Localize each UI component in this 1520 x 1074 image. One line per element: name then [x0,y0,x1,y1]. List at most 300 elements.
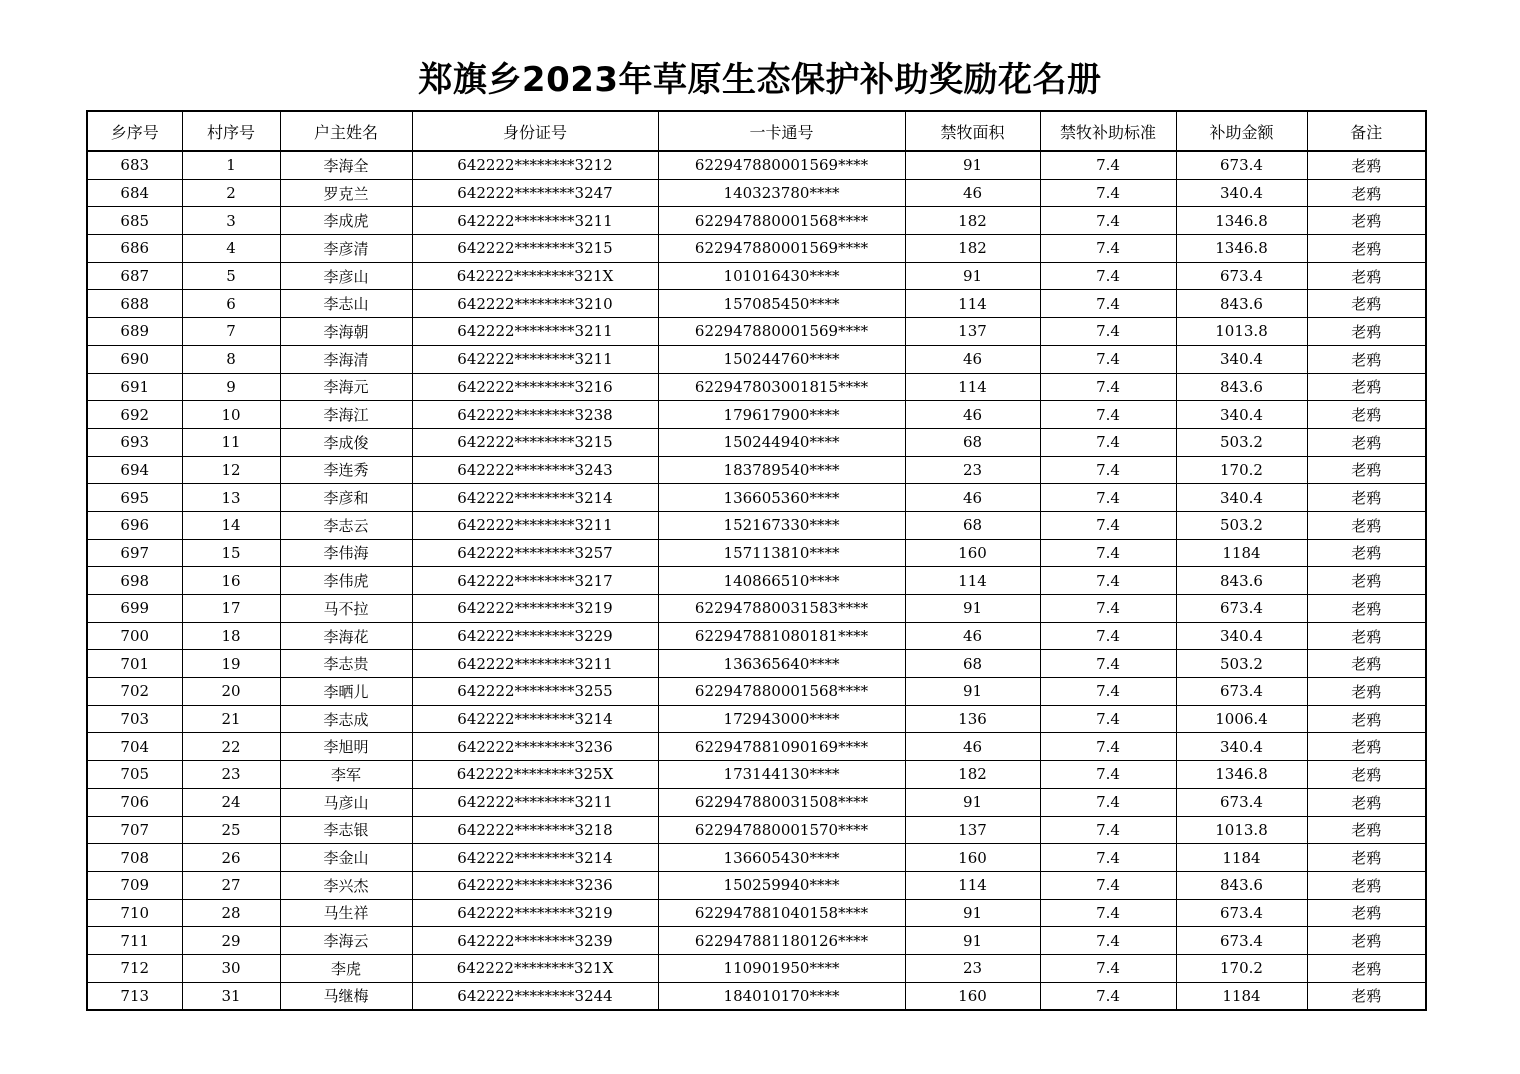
cell-village-no: 2 [182,179,280,207]
cell-householder-name: 李海元 [280,373,412,401]
cell-subsidy-rate: 7.4 [1040,844,1176,872]
table-row [87,761,1426,789]
cell-subsidy-amount: 843.6 [1176,290,1307,318]
cell-householder-name: 李海朝 [280,318,412,346]
cell-grazing-ban-area: 160 [905,982,1040,1010]
cell-id-number: 642222********321X [412,262,658,290]
cell-id-number: 642222********3214 [412,705,658,733]
cell-card-number: 140323780**** [658,179,905,207]
cell-householder-name: 李彦清 [280,235,412,263]
cell-village-no: 12 [182,456,280,484]
cell-grazing-ban-area: 137 [905,318,1040,346]
cell-grazing-ban-area: 23 [905,456,1040,484]
cell-id-number: 642222********321X [412,954,658,982]
cell-card-number: 184010170**** [658,982,905,1010]
cell-id-number: 642222********3216 [412,373,658,401]
table-row [87,567,1426,595]
cell-township-no: 713 [87,982,182,1010]
cell-card-number: 622947880001570**** [658,816,905,844]
cell-village-no: 3 [182,207,280,235]
header-village-no: 村序号 [182,111,280,151]
cell-township-no: 684 [87,179,182,207]
cell-subsidy-rate: 7.4 [1040,428,1176,456]
cell-subsidy-rate: 7.4 [1040,954,1176,982]
table-body [87,151,1426,1010]
cell-township-no: 708 [87,844,182,872]
cell-remarks: 老鸦 [1307,899,1426,927]
cell-id-number: 642222********3212 [412,151,658,179]
cell-subsidy-rate: 7.4 [1040,207,1176,235]
cell-subsidy-rate: 7.4 [1040,235,1176,263]
cell-householder-name: 李连秀 [280,456,412,484]
cell-village-no: 16 [182,567,280,595]
table-row [87,595,1426,623]
cell-remarks: 老鸦 [1307,207,1426,235]
cell-township-no: 707 [87,816,182,844]
cell-subsidy-rate: 7.4 [1040,622,1176,650]
cell-subsidy-rate: 7.4 [1040,539,1176,567]
cell-grazing-ban-area: 91 [905,927,1040,955]
cell-id-number: 642222********3210 [412,290,658,318]
cell-id-number: 642222********3211 [412,650,658,678]
header-card-number: 一卡通号 [658,111,905,151]
table-row [87,151,1426,179]
cell-householder-name: 李志成 [280,705,412,733]
cell-remarks: 老鸦 [1307,705,1426,733]
cell-card-number: 101016430**** [658,262,905,290]
cell-village-no: 25 [182,816,280,844]
subsidy-roster-table [86,110,1427,1011]
cell-remarks: 老鸦 [1307,650,1426,678]
cell-grazing-ban-area: 91 [905,595,1040,623]
cell-card-number: 150244760**** [658,345,905,373]
cell-subsidy-amount: 1346.8 [1176,235,1307,263]
cell-remarks: 老鸦 [1307,179,1426,207]
table-row [87,539,1426,567]
table-row [87,678,1426,706]
table-row [87,705,1426,733]
cell-village-no: 7 [182,318,280,346]
cell-grazing-ban-area: 114 [905,871,1040,899]
cell-householder-name: 李海清 [280,345,412,373]
cell-id-number: 642222********3236 [412,733,658,761]
cell-remarks: 老鸦 [1307,456,1426,484]
cell-subsidy-amount: 340.4 [1176,179,1307,207]
table-row [87,484,1426,512]
cell-subsidy-amount: 673.4 [1176,151,1307,179]
cell-township-no: 692 [87,401,182,429]
cell-householder-name: 李成虎 [280,207,412,235]
cell-subsidy-rate: 7.4 [1040,262,1176,290]
table-row [87,899,1426,927]
cell-township-no: 699 [87,595,182,623]
cell-village-no: 22 [182,733,280,761]
cell-id-number: 642222********3244 [412,982,658,1010]
cell-subsidy-amount: 673.4 [1176,678,1307,706]
cell-card-number: 622947803001815**** [658,373,905,401]
cell-householder-name: 李伟海 [280,539,412,567]
cell-subsidy-rate: 7.4 [1040,982,1176,1010]
cell-id-number: 642222********3239 [412,927,658,955]
cell-grazing-ban-area: 91 [905,262,1040,290]
cell-subsidy-amount: 1346.8 [1176,761,1307,789]
cell-subsidy-amount: 503.2 [1176,428,1307,456]
table-row [87,318,1426,346]
cell-township-no: 688 [87,290,182,318]
cell-subsidy-rate: 7.4 [1040,816,1176,844]
cell-card-number: 622947881080181**** [658,622,905,650]
cell-subsidy-amount: 673.4 [1176,262,1307,290]
table-row [87,179,1426,207]
cell-subsidy-amount: 340.4 [1176,733,1307,761]
cell-subsidy-rate: 7.4 [1040,345,1176,373]
cell-card-number: 136605430**** [658,844,905,872]
cell-remarks: 老鸦 [1307,539,1426,567]
cell-subsidy-amount: 1006.4 [1176,705,1307,733]
table-row [87,816,1426,844]
cell-remarks: 老鸦 [1307,484,1426,512]
cell-township-no: 700 [87,622,182,650]
table-row [87,650,1426,678]
table-row [87,622,1426,650]
cell-householder-name: 李海全 [280,151,412,179]
cell-subsidy-amount: 170.2 [1176,456,1307,484]
cell-subsidy-rate: 7.4 [1040,511,1176,539]
cell-village-no: 1 [182,151,280,179]
cell-remarks: 老鸦 [1307,428,1426,456]
cell-id-number: 642222********3215 [412,428,658,456]
table-row [87,844,1426,872]
cell-card-number: 622947880001568**** [658,207,905,235]
cell-township-no: 683 [87,151,182,179]
cell-householder-name: 李海江 [280,401,412,429]
cell-village-no: 21 [182,705,280,733]
cell-householder-name: 罗克兰 [280,179,412,207]
table-row [87,428,1426,456]
cell-householder-name: 李海云 [280,927,412,955]
cell-householder-name: 李虎 [280,954,412,982]
page-title: 郑旗乡2023年草原生态保护补助奖励花名册 [418,60,1102,100]
cell-card-number: 622947880001569**** [658,151,905,179]
cell-id-number: 642222********3219 [412,899,658,927]
cell-grazing-ban-area: 46 [905,345,1040,373]
cell-remarks: 老鸦 [1307,816,1426,844]
cell-grazing-ban-area: 182 [905,761,1040,789]
cell-card-number: 136605360**** [658,484,905,512]
cell-village-no: 17 [182,595,280,623]
cell-subsidy-rate: 7.4 [1040,179,1176,207]
cell-township-no: 698 [87,567,182,595]
table-row [87,927,1426,955]
table-row [87,733,1426,761]
cell-subsidy-rate: 7.4 [1040,871,1176,899]
table-row [87,345,1426,373]
cell-id-number: 642222********3247 [412,179,658,207]
cell-householder-name: 李旭明 [280,733,412,761]
cell-subsidy-amount: 340.4 [1176,484,1307,512]
cell-card-number: 150244940**** [658,428,905,456]
cell-township-no: 693 [87,428,182,456]
table-row [87,262,1426,290]
cell-subsidy-amount: 673.4 [1176,788,1307,816]
cell-card-number: 183789540**** [658,456,905,484]
cell-householder-name: 李志贵 [280,650,412,678]
cell-subsidy-amount: 1346.8 [1176,207,1307,235]
cell-grazing-ban-area: 182 [905,207,1040,235]
cell-remarks: 老鸦 [1307,318,1426,346]
cell-remarks: 老鸦 [1307,788,1426,816]
cell-card-number: 622947881040158**** [658,899,905,927]
cell-subsidy-amount: 1184 [1176,982,1307,1010]
cell-grazing-ban-area: 46 [905,179,1040,207]
cell-id-number: 642222********3211 [412,511,658,539]
cell-subsidy-amount: 843.6 [1176,871,1307,899]
cell-remarks: 老鸦 [1307,844,1426,872]
cell-village-no: 15 [182,539,280,567]
cell-householder-name: 马继梅 [280,982,412,1010]
cell-village-no: 28 [182,899,280,927]
cell-card-number: 622947881180126**** [658,927,905,955]
cell-subsidy-rate: 7.4 [1040,650,1176,678]
cell-grazing-ban-area: 182 [905,235,1040,263]
cell-grazing-ban-area: 137 [905,816,1040,844]
cell-card-number: 157113810**** [658,539,905,567]
cell-card-number: 152167330**** [658,511,905,539]
table-row [87,871,1426,899]
cell-subsidy-rate: 7.4 [1040,290,1176,318]
cell-subsidy-rate: 7.4 [1040,484,1176,512]
cell-subsidy-rate: 7.4 [1040,927,1176,955]
cell-householder-name: 李志银 [280,816,412,844]
cell-grazing-ban-area: 91 [905,788,1040,816]
cell-grazing-ban-area: 91 [905,899,1040,927]
cell-householder-name: 李海花 [280,622,412,650]
cell-township-no: 687 [87,262,182,290]
cell-id-number: 642222********3211 [412,318,658,346]
cell-card-number: 622947880001568**** [658,678,905,706]
cell-township-no: 696 [87,511,182,539]
cell-householder-name: 李晒儿 [280,678,412,706]
cell-village-no: 19 [182,650,280,678]
cell-subsidy-rate: 7.4 [1040,567,1176,595]
cell-township-no: 704 [87,733,182,761]
cell-village-no: 18 [182,622,280,650]
cell-remarks: 老鸦 [1307,235,1426,263]
cell-householder-name: 马生祥 [280,899,412,927]
cell-id-number: 642222********3219 [412,595,658,623]
cell-subsidy-amount: 340.4 [1176,401,1307,429]
cell-township-no: 691 [87,373,182,401]
cell-township-no: 702 [87,678,182,706]
cell-remarks: 老鸦 [1307,871,1426,899]
cell-remarks: 老鸦 [1307,982,1426,1010]
table-row [87,788,1426,816]
table-row [87,290,1426,318]
cell-township-no: 701 [87,650,182,678]
cell-subsidy-rate: 7.4 [1040,373,1176,401]
cell-card-number: 622947880031583**** [658,595,905,623]
cell-householder-name: 李兴杰 [280,871,412,899]
cell-village-no: 13 [182,484,280,512]
cell-township-no: 705 [87,761,182,789]
cell-subsidy-rate: 7.4 [1040,151,1176,179]
cell-remarks: 老鸦 [1307,761,1426,789]
cell-remarks: 老鸦 [1307,345,1426,373]
cell-subsidy-amount: 170.2 [1176,954,1307,982]
cell-subsidy-amount: 1013.8 [1176,318,1307,346]
cell-grazing-ban-area: 114 [905,290,1040,318]
cell-township-no: 711 [87,927,182,955]
header-remarks: 备注 [1307,111,1426,151]
cell-card-number: 110901950**** [658,954,905,982]
cell-grazing-ban-area: 114 [905,567,1040,595]
cell-subsidy-rate: 7.4 [1040,456,1176,484]
table-row [87,982,1426,1010]
cell-id-number: 642222********3236 [412,871,658,899]
cell-card-number: 622947881090169**** [658,733,905,761]
cell-grazing-ban-area: 68 [905,511,1040,539]
cell-id-number: 642222********325X [412,761,658,789]
cell-id-number: 642222********3211 [412,345,658,373]
cell-householder-name: 李成俊 [280,428,412,456]
cell-village-no: 29 [182,927,280,955]
cell-subsidy-rate: 7.4 [1040,401,1176,429]
cell-householder-name: 马彦山 [280,788,412,816]
cell-card-number: 179617900**** [658,401,905,429]
cell-grazing-ban-area: 68 [905,650,1040,678]
table-row [87,207,1426,235]
cell-householder-name: 李彦山 [280,262,412,290]
cell-id-number: 642222********3217 [412,567,658,595]
cell-grazing-ban-area: 68 [905,428,1040,456]
cell-grazing-ban-area: 136 [905,705,1040,733]
table-row [87,511,1426,539]
cell-village-no: 24 [182,788,280,816]
cell-township-no: 709 [87,871,182,899]
cell-grazing-ban-area: 23 [905,954,1040,982]
cell-card-number: 173144130**** [658,761,905,789]
cell-subsidy-amount: 340.4 [1176,345,1307,373]
cell-village-no: 27 [182,871,280,899]
cell-householder-name: 李军 [280,761,412,789]
cell-remarks: 老鸦 [1307,511,1426,539]
cell-subsidy-amount: 1184 [1176,844,1307,872]
cell-remarks: 老鸦 [1307,290,1426,318]
header-householder-name: 户主姓名 [280,111,412,151]
cell-householder-name: 李伟虎 [280,567,412,595]
cell-subsidy-amount: 503.2 [1176,511,1307,539]
cell-village-no: 10 [182,401,280,429]
header-grazing-ban-area: 禁牧面积 [905,111,1040,151]
cell-subsidy-rate: 7.4 [1040,761,1176,789]
cell-householder-name: 马不拉 [280,595,412,623]
cell-id-number: 642222********3214 [412,844,658,872]
cell-grazing-ban-area: 91 [905,678,1040,706]
cell-grazing-ban-area: 91 [905,151,1040,179]
cell-subsidy-rate: 7.4 [1040,595,1176,623]
cell-village-no: 8 [182,345,280,373]
cell-id-number: 642222********3215 [412,235,658,263]
table-row [87,456,1426,484]
cell-card-number: 622947880001569**** [658,318,905,346]
cell-village-no: 26 [182,844,280,872]
cell-township-no: 686 [87,235,182,263]
cell-subsidy-amount: 673.4 [1176,595,1307,623]
cell-card-number: 150259940**** [658,871,905,899]
header-subsidy-rate: 禁牧补助标准 [1040,111,1176,151]
cell-village-no: 30 [182,954,280,982]
cell-subsidy-amount: 340.4 [1176,622,1307,650]
cell-grazing-ban-area: 160 [905,539,1040,567]
cell-subsidy-amount: 843.6 [1176,373,1307,401]
cell-village-no: 6 [182,290,280,318]
cell-village-no: 4 [182,235,280,263]
cell-village-no: 31 [182,982,280,1010]
table-row [87,235,1426,263]
cell-subsidy-amount: 673.4 [1176,927,1307,955]
cell-village-no: 11 [182,428,280,456]
cell-township-no: 710 [87,899,182,927]
cell-grazing-ban-area: 46 [905,484,1040,512]
cell-grazing-ban-area: 114 [905,373,1040,401]
cell-remarks: 老鸦 [1307,567,1426,595]
cell-grazing-ban-area: 160 [905,844,1040,872]
cell-card-number: 157085450**** [658,290,905,318]
cell-subsidy-amount: 843.6 [1176,567,1307,595]
header-township-no: 乡序号 [87,111,182,151]
cell-township-no: 685 [87,207,182,235]
cell-householder-name: 李志云 [280,511,412,539]
cell-subsidy-amount: 1184 [1176,539,1307,567]
cell-subsidy-rate: 7.4 [1040,733,1176,761]
cell-grazing-ban-area: 46 [905,401,1040,429]
table-header-row [87,111,1426,151]
cell-township-no: 703 [87,705,182,733]
header-subsidy-amount: 补助金额 [1176,111,1307,151]
cell-subsidy-amount: 503.2 [1176,650,1307,678]
cell-householder-name: 李金山 [280,844,412,872]
cell-id-number: 642222********3211 [412,788,658,816]
cell-remarks: 老鸦 [1307,678,1426,706]
cell-householder-name: 李彦和 [280,484,412,512]
cell-remarks: 老鸦 [1307,927,1426,955]
cell-remarks: 老鸦 [1307,373,1426,401]
cell-township-no: 689 [87,318,182,346]
cell-id-number: 642222********3214 [412,484,658,512]
cell-village-no: 23 [182,761,280,789]
cell-id-number: 642222********3218 [412,816,658,844]
cell-township-no: 694 [87,456,182,484]
cell-householder-name: 李志山 [280,290,412,318]
cell-township-no: 706 [87,788,182,816]
cell-remarks: 老鸦 [1307,622,1426,650]
cell-card-number: 136365640**** [658,650,905,678]
cell-remarks: 老鸦 [1307,595,1426,623]
cell-subsidy-amount: 1013.8 [1176,816,1307,844]
cell-township-no: 697 [87,539,182,567]
cell-card-number: 622947880031508**** [658,788,905,816]
cell-id-number: 642222********3229 [412,622,658,650]
cell-subsidy-rate: 7.4 [1040,705,1176,733]
cell-card-number: 622947880001569**** [658,235,905,263]
cell-remarks: 老鸦 [1307,151,1426,179]
cell-id-number: 642222********3211 [412,207,658,235]
cell-grazing-ban-area: 46 [905,733,1040,761]
cell-township-no: 690 [87,345,182,373]
cell-subsidy-amount: 673.4 [1176,899,1307,927]
cell-card-number: 172943000**** [658,705,905,733]
cell-remarks: 老鸦 [1307,733,1426,761]
